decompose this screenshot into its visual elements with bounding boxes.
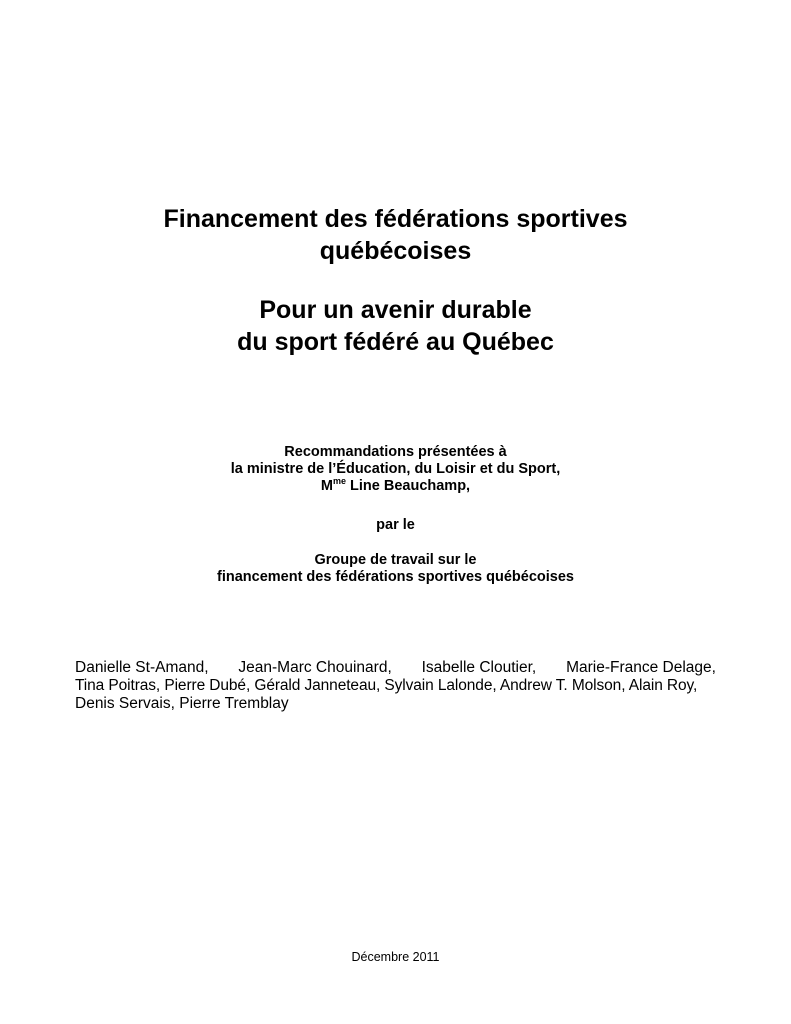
document-date: Décembre 2011 bbox=[351, 950, 440, 964]
members-row-2: Tina Poitras, Pierre Dubé, Gérald Janneteau, Sylvain Lalonde, Andrew T. Molson, Alain Roy, bbox=[75, 677, 698, 694]
members-row-3: Denis Servais, Pierre Tremblay bbox=[75, 695, 289, 712]
working-group-block bbox=[0, 552, 791, 586]
document-subtitle bbox=[0, 294, 791, 358]
working-group-line-2: financement des fédérations sportives québécoises bbox=[217, 569, 574, 585]
recommendations-line-2: la ministre de l’Éducation, du Loisir et du Sport, bbox=[230, 461, 561, 477]
members-list bbox=[75, 659, 716, 713]
members-row-1 bbox=[75, 659, 716, 677]
minister-name-text: Line Beauchamp, bbox=[346, 478, 471, 494]
document-title bbox=[0, 203, 791, 267]
member-name: Jean-Marc Chouinard, bbox=[238, 659, 392, 676]
recommendations-line-1: Recommandations présentées à bbox=[284, 444, 507, 460]
member-name: Marie-France Delage, bbox=[566, 659, 716, 676]
by-label: par le bbox=[376, 517, 415, 533]
recommendations-block bbox=[0, 444, 791, 495]
minister-honorific: M bbox=[320, 478, 333, 494]
minister-honorific-superscript: me bbox=[332, 476, 346, 486]
member-name: Isabelle Cloutier, bbox=[421, 659, 537, 676]
member-name: Danielle St-Amand, bbox=[75, 659, 209, 676]
subtitle-line-1: Pour un avenir durable bbox=[259, 296, 532, 324]
minister-name bbox=[0, 478, 791, 495]
title-line-2: québécoises bbox=[319, 237, 472, 265]
subtitle-line-2: du sport fédéré au Québec bbox=[237, 328, 554, 356]
title-line-1: Financement des fédérations sportives bbox=[163, 205, 628, 233]
working-group-line-1: Groupe de travail sur le bbox=[314, 552, 477, 568]
